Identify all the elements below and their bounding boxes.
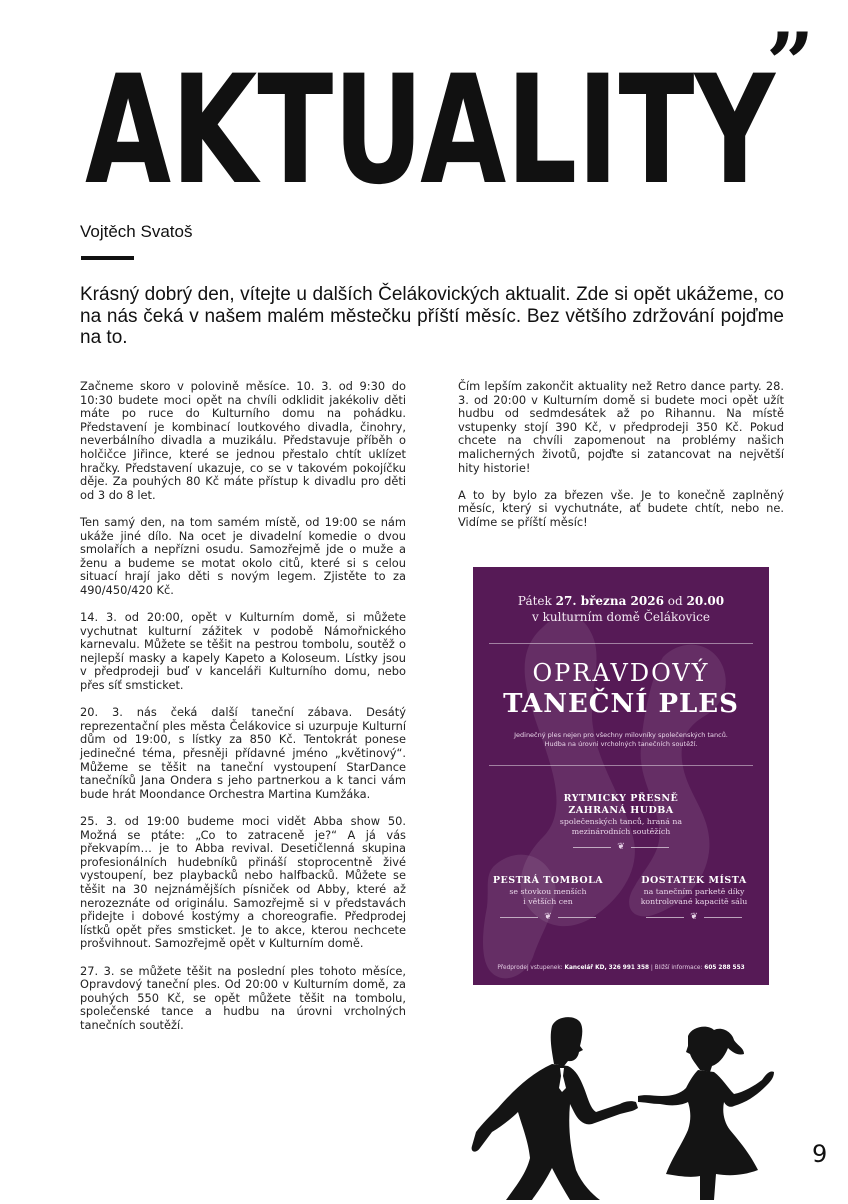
feature-description: společenských tanců, hraná na [559, 817, 683, 826]
poster-divider [489, 643, 753, 644]
feature-description: mezinárodních soutěžích [571, 827, 671, 836]
woman-body [638, 1070, 774, 1200]
page-title-lettering [80, 62, 780, 202]
poster-footer [473, 965, 769, 971]
footer-presale-label: Předprodej vstupenek: [497, 965, 563, 971]
dancing-couple-silhouette [452, 1008, 792, 1200]
man-head [551, 1017, 583, 1066]
poster-feature-space [623, 875, 765, 922]
page-number: 9 [812, 1140, 828, 1168]
poster-subtitle-line2: Hudba na úrovni vrcholných tanečních soutěží. [544, 740, 698, 748]
feature-title: ZAHRANÁ HUDBA [568, 805, 674, 816]
ornament-divider [477, 913, 619, 922]
footer-presale-value: Kancelář KD, 326 991 358 [564, 965, 650, 971]
right-column [458, 380, 784, 543]
article-paragraph: A to by bylo za březen vše. Je to konečně zaplněný měsíc, který si vychutnáte, ať budete chtít, nebo ne. Vidíme se příští měsíc! [458, 487, 784, 529]
article-paragraph: Ten samý den, na tom samém místě, od 19:00 se nám ukáže jiné dílo. Na ocet je divadelní komedie o dvou smolařích a nepřízni osudu. Samozřejmě jde o muže a ženu a budeme se motat okolo citů, které si s celou situací hrají jako děti s novým legem. Zjistěte to za 490/450/420 Kč. [80, 514, 406, 597]
author-divider [81, 256, 134, 260]
poster-subtitle [473, 731, 769, 749]
article-paragraph: 27. 3. se můžete těšit na poslední ples tohoto měsíce, Opravdový taneční ples. Od 20:00 v Kulturním domě, za pouhých 550 Kč, se opět můžete těšit na tombolu, společenské tance a hudbu na úrovni vrcholných tanečních soutěží. [80, 963, 406, 1032]
poster-time: 20.00 [686, 594, 725, 608]
article-paragraph: 25. 3. od 19:00 budeme moci vidět Abba show 50. Možná se ptáte: „Co to zatraceně je?“ A já vás překvapím… je to Abba revival. Desetičlenná skupina profesionálních hudebníků přináší stoprocentně živé vystoupení, bez playbacků nebo halfbacků. Můžete se těšit na 30 nejznámějších písniček od Abby, které až nerozeznáte od originálu. Samozřejmě si v představách přidejte i dobové kostýmy a choreografie. Předprodej lístků opět přes smsticket. Je to akce, kterou nechcete prošvihnout. Samozřejmě opět v Kulturním domě. [80, 814, 406, 951]
man-body [472, 1064, 638, 1200]
article-paragraph: Začneme skoro v polovině měsíce. 10. 3. od 9:30 do 10:30 budete moci opět na chvíli odklidit jakékoliv děti máte po ruce do Kulturního domu na pohádku. Představení je kombinací loutkového divadla, činohry, neverbálního divadla a muzikálu. Představuje příběh o holčičce Jiřince, které se jednou přestalo chtít uklízet hračky. Představení ukazuje, co se v takovém pokojíčku děje. Za pouhých 80 Kč máte přístup k divadlu pro děti od 3 do 8 let. [80, 379, 406, 502]
feature-title: RYTMICKY PŘESNĚ [563, 793, 679, 804]
flourish-icon: ❦ [544, 912, 552, 922]
poster-feature-music [473, 793, 769, 852]
poster-venue: v kulturním domě Čelákovice [532, 610, 710, 624]
article-paragraph: 14. 3. od 20:00, opět v Kulturním domě, si můžete vychutnat kulturní zážitek v podobě Námořnického karnevalu. Můžete se těšit na pestrou tombolu, soutěž o nejlepší masky a kapely Kapeto a Koloseum. Lístky jsou v předprodeji buď v kanceláři Kulturního domu, nebo přes síť smsticket. [80, 610, 406, 693]
poster-feature-tombola [477, 875, 619, 922]
poster-divider [489, 765, 753, 766]
feature-description: se stovkou menších [509, 887, 587, 896]
poster-from-word: od [667, 594, 683, 608]
poster-date-line [473, 594, 769, 608]
poster-title-line2: TANEČNÍ PLES [503, 689, 739, 719]
flourish-icon: ❦ [690, 912, 698, 922]
intro-paragraph: Krásný dobrý den, vítejte u dalších Čelákovických aktualit. Zde si opět ukážeme, co na nás čeká v našem malém městečku příští měsíc. Bez většího zdržování pojďme na to. [80, 284, 784, 348]
page-title-text: AKTUALITY [85, 62, 777, 202]
page-title [80, 62, 780, 202]
poster-subtitle-line1: Jedinečný ples nejen pro všechny milovníky společenských tanců. [514, 731, 728, 739]
feature-title: PESTRÁ TOMBOLA [492, 875, 604, 886]
flourish-icon: ❦ [617, 842, 625, 852]
footer-info-value: 605 288 553 [704, 965, 745, 971]
event-poster [473, 567, 769, 985]
feature-description: i větších cen [523, 897, 573, 906]
ornament-divider [623, 913, 765, 922]
poster-day: Pátek [517, 594, 552, 608]
closing-quote-mark: ” [766, 14, 809, 113]
author-name: Vojtěch Svatoš [80, 222, 193, 241]
poster-dancer-silhouette [473, 567, 769, 985]
article-paragraph: 20. 3. nás čeká další taneční zábava. Desátý reprezentační ples města Čelákovice si uzurpuje Kulturní dům od 19:00, s lístky za 850 Kč. Tentokrát ponese jedinečné téma, přesněji přídavné jméno „květinový“. Můžeme se těšit na taneční vystoupení StarDance tanečníků Jana Ondera s jeho partnerkou a k tanci vám bude hrát Moondance Orchestra Martina Kumžáka. [80, 705, 406, 801]
poster-title-line1: OPRAVDOVÝ [532, 659, 710, 687]
poster-date: 27. března 2026 [555, 594, 664, 608]
feature-title: DOSTATEK MÍSTA [641, 875, 747, 886]
dancing-couple-illustration [452, 1008, 792, 1200]
left-column [80, 380, 406, 1046]
footer-info-label: Bližší informace: [654, 965, 703, 971]
feature-description: kontrolované kapacitě sálu [640, 897, 748, 906]
woman-head [686, 1027, 744, 1072]
article-paragraph: Čím lepším zakončit aktuality než Retro dance party. 28. 3. od 20:00 v Kulturním domě si budete moci opět užít hudbu od sedmdesátek až po Rihannu. Na místě vstupenky stojí 390 Kč, v předprodeji 350 Kč. Pokud chcete na chvíli zapomenout na problémy našich malicherných životů, pojďte si zatancovat na největší hity historie! [458, 379, 784, 475]
feature-description: na tanečním parketě díky [643, 887, 745, 896]
ornament-divider [473, 843, 769, 852]
footer-separator: | [650, 965, 653, 971]
